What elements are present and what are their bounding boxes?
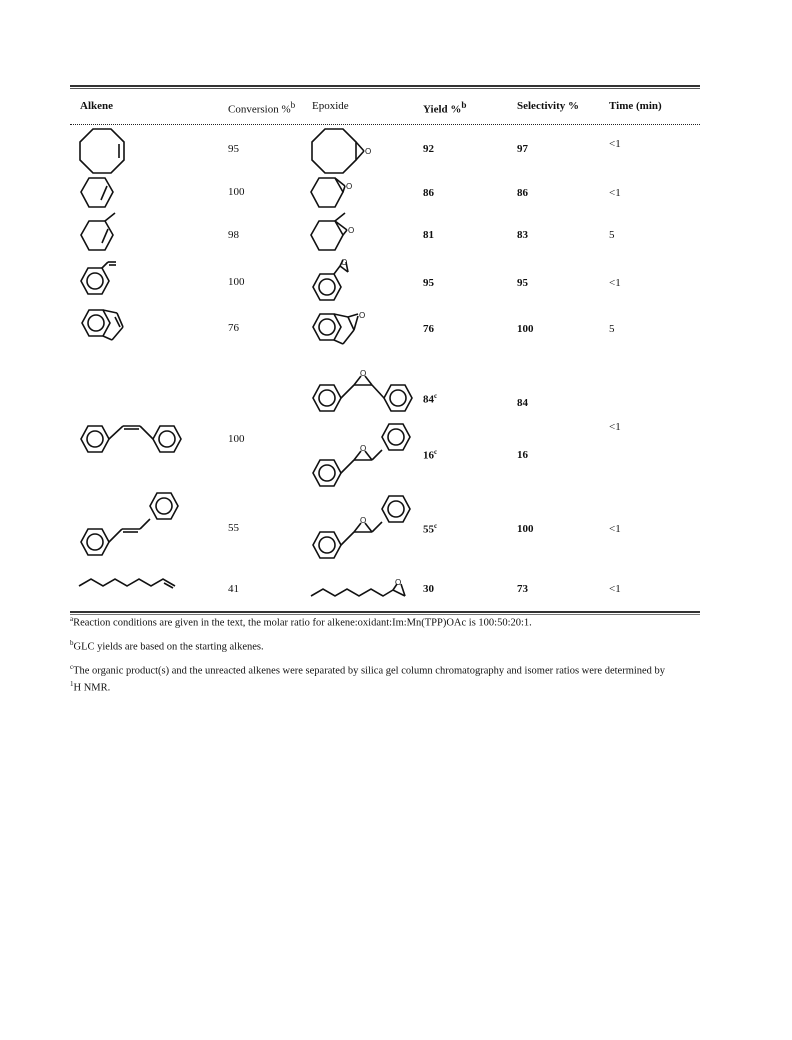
conversion-value: 100 bbox=[228, 186, 245, 198]
octene-structure bbox=[78, 576, 182, 596]
conversion-value: 41 bbox=[228, 583, 239, 595]
indene-oxide-structure bbox=[310, 308, 370, 348]
selectivity-value: 83 bbox=[517, 229, 528, 241]
cyclohexene-oxide-structure bbox=[310, 177, 360, 209]
yield-value: 81 bbox=[423, 229, 434, 241]
selectivity-value-cis: 84 bbox=[517, 397, 528, 409]
time-value: <1 bbox=[609, 583, 621, 595]
conversion-value: 55 bbox=[228, 522, 239, 534]
yield-value-cis: 84$^c$ bbox=[423, 392, 438, 406]
svg-text:O: O bbox=[360, 444, 367, 453]
yield-value: 76 bbox=[423, 323, 434, 335]
selectivity-value: 86 bbox=[517, 187, 528, 199]
header-epoxide: Epoxide bbox=[312, 100, 349, 112]
header-conversion: Conversion %$^b$ bbox=[228, 100, 296, 116]
header-selectivity: Selectivity % bbox=[517, 100, 580, 112]
methylcyclohexene-oxide-structure bbox=[310, 212, 362, 252]
footnote-c: $^c$The organic product(s) and the unreacted alkenes were separated by silica gel column chromatography and isomer ratios were determined by $^1$H NMR. bbox=[70, 663, 666, 693]
conversion-value: 98 bbox=[228, 229, 239, 241]
selectivity-value-trans: 16 bbox=[517, 449, 528, 461]
time-value: <1 bbox=[609, 138, 621, 150]
conversion-value: 100 bbox=[228, 433, 245, 445]
styrene-oxide-structure bbox=[310, 258, 360, 304]
selectivity-value: 73 bbox=[517, 583, 528, 595]
time-value: <1 bbox=[609, 277, 621, 289]
yield-value: 92 bbox=[423, 143, 434, 155]
octene-oxide-structure bbox=[310, 578, 414, 604]
cyclooctene-oxide-structure bbox=[310, 126, 380, 176]
cyclohexene-structure bbox=[80, 177, 116, 209]
svg-text:O: O bbox=[360, 369, 367, 378]
time-value: <1 bbox=[609, 523, 621, 535]
svg-text:O: O bbox=[341, 258, 348, 267]
footnote-a: $^a$Reaction conditions are given in the text, the molar ratio for alkene:oxidant:Im:Mn(TPP)OAc is 100:50:20:1. bbox=[70, 615, 532, 629]
conversion-value: 100 bbox=[228, 276, 245, 288]
time-value: <1 bbox=[609, 421, 621, 433]
yield-value: 95 bbox=[423, 277, 434, 289]
indene-structure bbox=[79, 308, 135, 344]
table-top-rule bbox=[70, 85, 700, 87]
selectivity-value: 97 bbox=[517, 143, 528, 155]
header-alkene: Alkene bbox=[80, 100, 113, 112]
svg-text:O: O bbox=[348, 226, 355, 235]
footnote-b: $^b$GLC yields are based on the starting alkenes. bbox=[70, 639, 264, 653]
time-value: 5 bbox=[609, 323, 615, 335]
svg-text:O: O bbox=[360, 516, 367, 525]
yield-value-trans: 16$^c$ bbox=[423, 448, 438, 462]
conversion-value: 95 bbox=[228, 143, 239, 155]
svg-text:O: O bbox=[346, 182, 353, 191]
yield-value: 86 bbox=[423, 187, 434, 199]
trans-stilbene-oxide-structure bbox=[310, 422, 416, 492]
conversion-value: 76 bbox=[228, 322, 239, 334]
selectivity-value: 95 bbox=[517, 277, 528, 289]
svg-text:O: O bbox=[365, 147, 372, 156]
time-value: 5 bbox=[609, 229, 615, 241]
selectivity-value: 100 bbox=[517, 323, 534, 335]
yield-value: 55$^c$ bbox=[423, 522, 438, 536]
trans-stilbene-structure bbox=[78, 493, 188, 561]
yield-value: 30 bbox=[423, 583, 434, 595]
table-header-rule bbox=[70, 124, 700, 125]
svg-text:O: O bbox=[359, 311, 366, 320]
cis-stilbene-structure bbox=[78, 420, 188, 456]
header-yield: Yield %$^b$ bbox=[423, 100, 467, 116]
cyclooctene-structure bbox=[78, 126, 128, 176]
selectivity-value: 100 bbox=[517, 523, 534, 535]
cis-stilbene-oxide-structure bbox=[310, 367, 416, 415]
svg-text:O: O bbox=[395, 578, 402, 587]
header-time: Time (min) bbox=[609, 100, 662, 112]
methylcyclohexene-structure bbox=[80, 212, 124, 252]
styrene-structure bbox=[78, 262, 128, 298]
trans-stilbene-oxide-product-structure bbox=[310, 494, 416, 564]
table-top-rule-thin bbox=[70, 88, 700, 89]
time-value: <1 bbox=[609, 187, 621, 199]
